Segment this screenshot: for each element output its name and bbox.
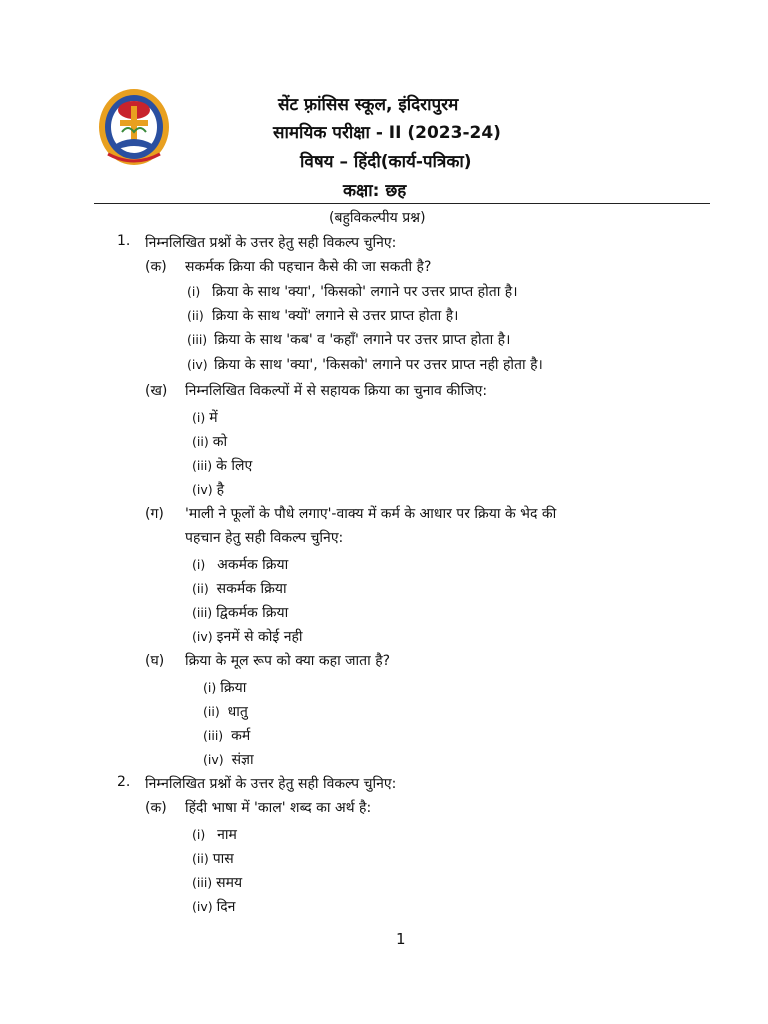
q2-text: निम्नलिखित प्रश्नों के उत्तर हेतु सही विकल्प चुनिए: [145,776,397,792]
q2-ka-opt: (ii) पास [192,851,234,867]
header-divider [94,203,710,204]
q1-ga-label: (ग) [145,506,164,522]
exam-title: सामयिक परीक्षा - II (2023-24) [273,123,501,143]
class-label: कक्षा: छह [343,181,407,201]
q1-ga-text-line2: पहचान हेतु सही विकल्प चुनिए: [185,530,344,546]
q1-ka-opt-num: (iii) [187,332,208,347]
q1-ka-opt-text: क्रिया के साथ 'क्यों' लगाने से उत्तर प्राप्त होता है। [212,308,459,324]
subject-title: विषय – हिंदी(कार्य-पत्रिका) [300,152,472,172]
q1-kha-label: (ख) [145,383,168,399]
q1-ka-opt-num: (iv) [187,357,208,372]
q1-gha-opt: (ii) धातु [203,704,248,720]
q1-kha-text: निम्नलिखित विकल्पों में से सहायक क्रिया का चुनाव कीजिए: [185,383,488,399]
q1-ga-opt: (ii) सकर्मक क्रिया [192,581,287,597]
q1-gha-label: (घ) [145,653,165,669]
q1-gha-opt: (iv) संज्ञा [203,752,254,768]
q2-ka-opt: (i) नाम [192,827,237,843]
school-logo [98,88,170,166]
q1-ga-text-line1: 'माली ने फूलों के पौधे लगाए'-वाक्य में कर्म के आधार पर क्रिया के भेद की [185,506,557,522]
q2-ka-text: हिंदी भाषा में 'काल' शब्द का अर्थ है: [185,800,372,816]
section-title: (बहुविकल्पीय प्रश्न) [329,210,426,226]
q2-ka-opt: (iii) समय [192,875,243,891]
q1-ka-opt-num: (ii) [187,308,204,323]
q1-ga-opt: (i) अकर्मक क्रिया [192,557,289,573]
q1-ka-opt-num: (i) [187,284,201,299]
q1-ka-opt-text: क्रिया के साथ 'क्या', 'किसको' लगाने पर उत्तर प्राप्त नही होता है। [214,357,543,373]
q2-ka-opt: (iv) दिन [192,899,236,915]
q1-ka-text: सकर्मक क्रिया की पहचान कैसे की जा सकती है? [185,259,432,275]
q2-ka-label: (क) [145,800,167,816]
q1-ga-opt: (iii) द्विकर्मक क्रिया [192,605,289,621]
page-number: 1 [396,930,406,948]
q1-gha-opt: (iii) कर्म [203,728,251,744]
q1-number: 1. [117,233,131,249]
q2-number: 2. [117,774,131,790]
q1-kha-opt: (ii) को [192,434,228,450]
q1-kha-opt: (iv) है [192,482,225,498]
school-name: सेंट फ़्रांसिस स्कूल, इंदिरापुरम [278,95,459,115]
q1-ka-opt-text: क्रिया के साथ 'कब' व 'कहाँ' लगाने पर उत्तर प्राप्त होता है। [214,332,511,348]
q1-ka-label: (क) [145,259,167,275]
q1-text: निम्नलिखित प्रश्नों के उत्तर हेतु सही विकल्प चुनिए: [145,235,397,251]
q1-ka-opt-text: क्रिया के साथ 'क्या', 'किसको' लगाने पर उत्तर प्राप्त होता है। [212,284,518,300]
q1-kha-opt: (iii) के लिए [192,458,253,474]
q1-ga-opt: (iv) इनमें से कोई नही [192,629,303,645]
q1-gha-opt: (i) क्रिया [203,680,247,696]
q1-kha-opt: (i) में [192,410,218,426]
q1-gha-text: क्रिया के मूल रूप को क्या कहा जाता है? [185,653,391,669]
